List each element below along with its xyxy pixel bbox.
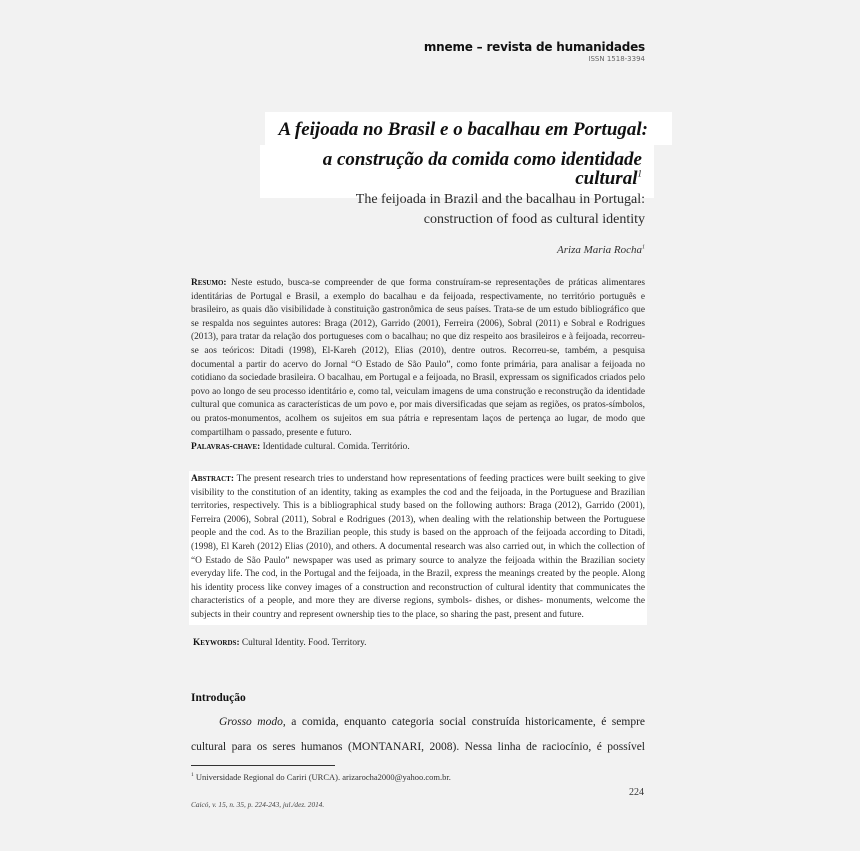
keywords xyxy=(193,638,367,648)
footnote-mark: 1 xyxy=(191,772,194,779)
title-footnote-mark: 1 xyxy=(637,168,642,179)
author-footnote-mark: 1 xyxy=(642,244,645,251)
body-text-line-2: cultural para os seres humanos (MONTANARI, 2008). Nessa linha de raciocínio, é possível xyxy=(191,741,645,753)
resumo-text: Neste estudo, busca-se compreender de que forma construíram-se representações de práticas alimentares identitárias de Portugal e Brasil, a exemplo do bacalhau e da feijoada, respectivamente, no território português e brasileiro, as quais dão visibilidade à constituição gastronômica de seus países. Trata-se de um estudo bibliográfico que se respalda nos seguintes autores: Braga (2012), Garrido (2001), Ferreira (2006), Sobral (2011) e Sobral e Rodrigues (2013), para tratar da relação dos portugueses com o bacalhau; no que diz respeito aos brasileiros e à feijoada, recorreu-se aos teóricos: Ditadi (1998), El-Kareh (2012), Elias (2010), dentre outros. Recorreu-se, também, a pesquisa documental a partir do acervo do Jornal “O Estado de São Paulo”, como fonte primária, para analisar a feijoada no cotidiano da sociedade brasileira. O bacalhau, em Portugal e a feijoada, no Brasil, expressam os significados criados pelo povo ao longo de seu processo identitário e, como tal, veiculam imagens de uma construção e reconstrução da identidade cultural que comunica as características de um povo e, por mais diversificadas que sejam as regiões, os pratos-símbolos, ou pratos-monumentos, acolhem os sujeitos em sua pátria e representam laços de pertença ao lugar, de modo que compartilham o passado, presente e futuro. xyxy=(191,278,645,438)
abstract-text: The present research tries to understand how representations of feeding practices were built seeking to give visibility to the constitution of an identity, taking as examples the cod and the feijoada, in the Portuguese and Brazilian territories, respectively. This is a bibliographical study based on the following authors: Braga (2012), Garrido (2001), Ferreira (2006), Sobral (2011), Sobral e Rodrigues (2013), when dealing with the relationship between the Portuguese people and the cod. As to the Brazilian people, this study is based on the approach of the feijoada according to Ditadi, (1998), El Kareh (2012) Elias (2010), and others. A documental research was also carried out, in which the collection of “O Estado de São Paulo” newspaper was used as primary source to analyze the feijoada within the Brazilian society everyday life. The cod, in the Portugal and the feijoada, in the Brazil, express the meanings created by the people. Along his identity process like convey images of a construction and reconstruction of cultural identity that communicates the characteristics of a people, and more they are diverse regions, symbols- dishes, or dishes- monuments, welcome the subjects in their country and represent ownership ties to the place, so sharing the past, present and future. xyxy=(191,474,645,620)
body-text-line-1 xyxy=(191,716,645,728)
abstract-label: Abstract: xyxy=(191,474,234,484)
resumo-section xyxy=(191,277,645,455)
author-name: Ariza Maria Rocha xyxy=(557,244,642,256)
page-number: 224 xyxy=(629,787,644,798)
footnote-divider xyxy=(191,765,335,766)
body-italic-phrase: Grosso modo xyxy=(219,716,283,728)
body-text-line-1-rest: , a comida, enquanto categoria social construída historicamente, é sempre xyxy=(282,716,645,728)
english-title-line-1: The feijoada in Brazil and the bacalhau in Portugal: xyxy=(355,192,645,207)
title-line-1 xyxy=(265,112,672,145)
english-title-line-2: construction of food as cultural identity xyxy=(423,212,645,227)
resumo-label: Resumo: xyxy=(191,278,227,288)
title-line-1-text: A feijoada no Brasil e o bacalhau em Portugal: xyxy=(278,119,648,140)
abstract-section xyxy=(189,471,647,625)
keywords-text: Cultural Identity. Food. Territory. xyxy=(241,638,367,648)
footnote xyxy=(191,772,451,782)
journal-citation: Caicó, v. 15, n. 35, p. 224-243, jul./dez. 2014. xyxy=(191,800,325,809)
english-title xyxy=(225,190,645,230)
title-line-2-text: a construção da comida como identidade cultural xyxy=(322,149,642,189)
journal-name: mneme – revista de humanidades xyxy=(423,40,645,54)
author xyxy=(557,244,645,256)
article-title xyxy=(260,112,672,198)
journal-issn: ISSN 1518-3394 xyxy=(588,55,645,63)
journal-header xyxy=(424,40,645,63)
footnote-text: Universidade Regional do Cariri (URCA). arizarocha2000@yahoo.com.br. xyxy=(195,772,451,782)
section-heading-introducao: Introdução xyxy=(191,692,246,704)
palavras-chave xyxy=(191,441,645,455)
keywords-label: Keywords: xyxy=(193,638,240,648)
palavras-chave-label: Palavras-chave: xyxy=(191,442,261,453)
palavras-chave-text: Identidade cultural. Comida. Território. xyxy=(262,442,410,453)
resumo-paragraph xyxy=(191,277,645,440)
